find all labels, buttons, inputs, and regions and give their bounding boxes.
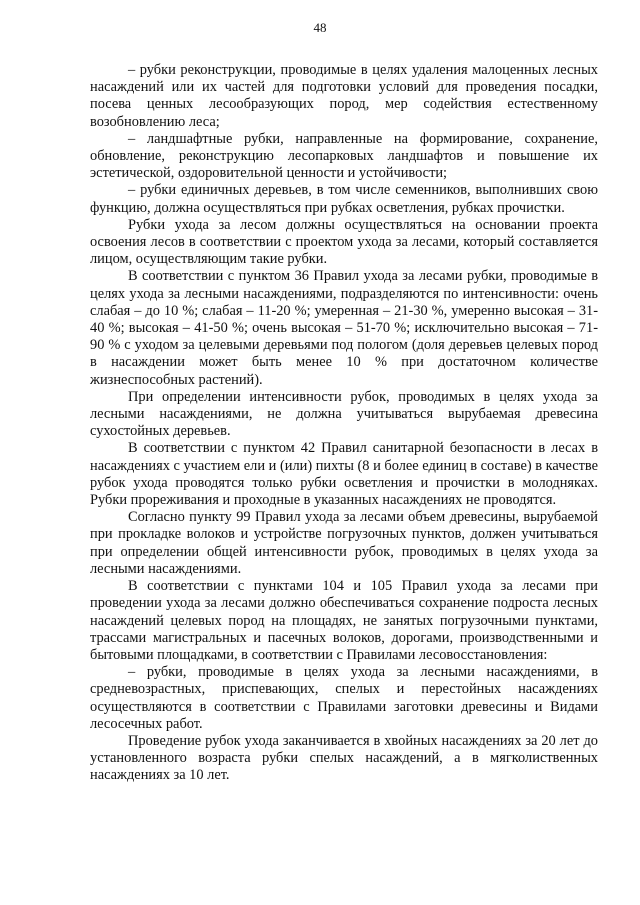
paragraph-undergrowth-preservation: В соответствии с пунктами 104 и 105 Правил ухода за лесами при проведении ухода за лесами должно обеспечиваться сохранение подроста лесных насаждений целевых пород на площадях, не занятых погрузочными пунктами, трассами магистральных и пасечных волоков, дорогами, производственными и бытовыми площадками, в соответствии с Правилами лесовосстановления: [90,578,598,663]
list-item-single-tree-cuttings: – рубки единичных деревьев, в том числе семенников, выполнивших свою функцию, должна осуществляться при рубках осветления, рубках прочистки. [90,182,598,216]
paragraph-dead-wood-exclusion: При определении интенсивности рубок, проводимых в целях ухода за лесными насаждениями, не должна учитываться вырубаемая древесина сухостойных деревьев. [90,388,598,440]
list-item-mature-stand-cuttings: – рубки, проводимые в целях ухода за лесными насаждениями, в средневозрастных, приспевающих, спелых и перестойных насаждениях осуществляются в соответствии с Правилами заготовки древесины и Видами лесосечных работ. [90,664,598,732]
paragraph-skid-trail-volume: Согласно пункту 99 Правил ухода за лесами объем древесины, вырубаемой при прокладке волоков и устройстве погрузочных пунктов, должен учитываться при определении общей интенсивности рубок, проводимых в целях ухода за лесными насаждениями. [90,509,598,577]
list-item-reconstruction-cuttings: – рубки реконструкции, проводимые в целях удаления малоценных лесных насаждений или их частей для подготовки условий для проведения посадки, посева ценных лесообразующих пород, мер содействия естественному возобновлению леса; [90,62,598,130]
paragraph-forest-care-basis: Рубки ухода за лесом должны осуществляться на основании проекта освоения лесов в соответствии с проектом ухода за лесами, который составляется лицом, осуществляющим такие рубки. [90,216,598,268]
page-number: 48 [313,20,327,35]
list-item-landscape-cuttings: – ландшафтные рубки, направленные на формирование, сохранение, обновление, реконструкцию лесопарковых ландшафтов и повышение их эстетической, оздоровительной ценности и устойчивости; [90,130,598,182]
paragraph-spruce-fir-stands: В соответствии с пунктом 42 Правил санитарной безопасности в лесах в насаждениях с участием ели и (или) пихты (8 и более единиц в составе) в качестве рубок ухода проводятся только рубки осветления и прочистки в молодняках. Рубки прореживания и проходные в указанных насаждениях не проводятся. [90,440,598,509]
paragraph-intensity-classes: В соответствии с пунктом 36 Правил ухода за лесами рубки, проводимые в целях ухода за лесными насаждениями, подразделяются по интенсивности: очень слабая – до 10 %; слабая – 11-20 %; умеренная – 21-30 %, умеренно высокая – 31-40 %; высокая – 41-50 %; очень высокая – 51-70 %; исключительно высокая – 71-90 % с уходом за целевыми деревьями под пологом (доля деревьев целевых пород в насаждении может быть менее 10 % при достаточном количестве жизнеспособных растений). [90,268,598,388]
document-body [90,62,598,785]
paragraph-cutting-end-age: Проведение рубок ухода заканчивается в хвойных насаждениях за 20 лет до установленного возраста рубки спелых насаждений, а в мягколиственных насаждениях за 10 лет. [90,732,598,784]
